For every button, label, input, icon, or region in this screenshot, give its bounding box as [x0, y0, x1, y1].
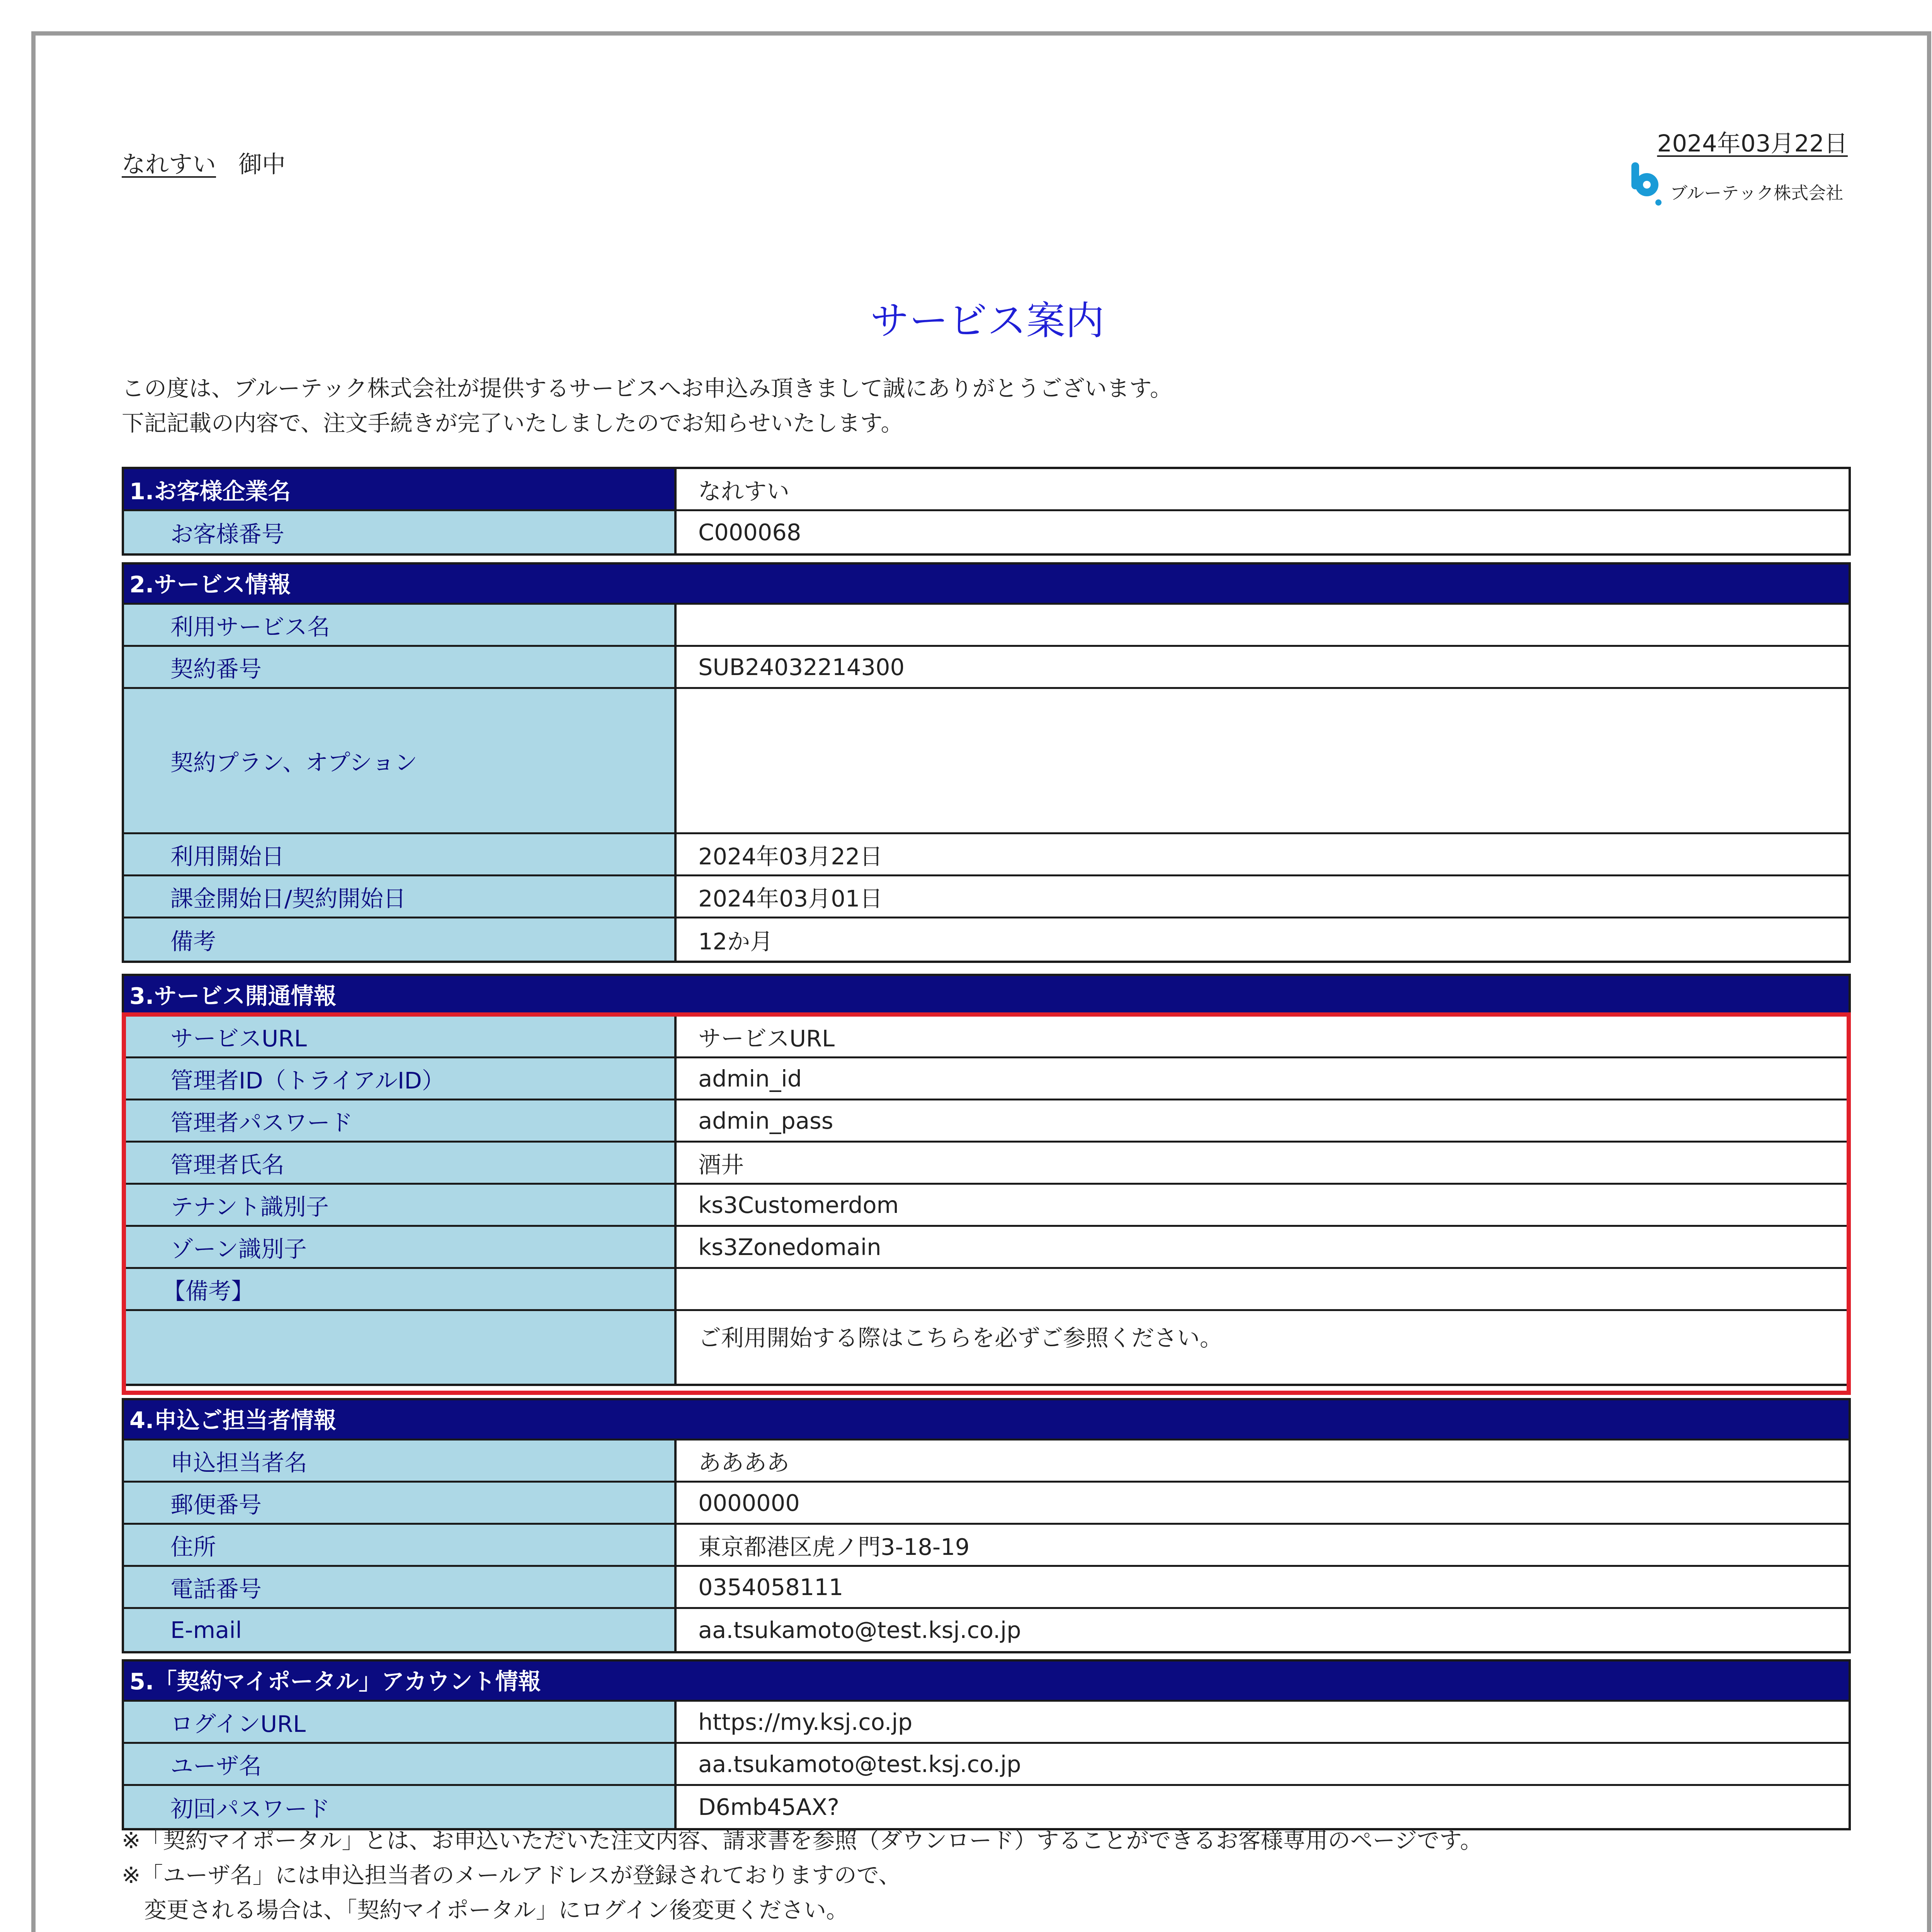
- service-url-label: サービスURL: [124, 1016, 677, 1056]
- table-row: [124, 1143, 1849, 1185]
- zone-id-label: ゾーン識別子: [124, 1227, 677, 1267]
- admin-password-value: admin_pass: [677, 1100, 1849, 1141]
- username-label: ユーザ名: [124, 1744, 677, 1784]
- username-value: aa.tsukamoto@test.ksj.co.jp: [677, 1744, 1849, 1784]
- table-row: [124, 511, 1849, 553]
- section-3-header: 3.サービス開通情報: [124, 976, 1849, 1016]
- table-row: [124, 1525, 1849, 1567]
- addressee-honorific: 御中: [238, 151, 286, 178]
- notes-detail-value: ご利用開始する際はこちらを必ずご参照ください。: [677, 1311, 1849, 1384]
- table-row: [124, 647, 1849, 689]
- address-value: 東京都港区虎ノ門3-18-19: [677, 1525, 1849, 1565]
- admin-id-label: 管理者ID（トライアルID）: [124, 1058, 677, 1099]
- service-info-table: [122, 562, 1851, 963]
- admin-name-label: 管理者氏名: [124, 1143, 677, 1183]
- issue-date: 2024年03月22日: [1657, 130, 1848, 157]
- service-name-value: [677, 605, 1849, 645]
- section-2-header: 2.サービス情報: [124, 565, 1849, 605]
- section-5-header: 5.「契約マイポータル」アカウント情報: [124, 1662, 1849, 1702]
- email-value: aa.tsukamoto@test.ksj.co.jp: [677, 1609, 1849, 1651]
- contract-number-label: 契約番号: [124, 647, 677, 687]
- remarks-label: 備考: [124, 918, 677, 961]
- table-row: [124, 689, 1849, 834]
- zone-id-value: ks3Zonedomain: [677, 1227, 1849, 1267]
- table-row: [124, 1609, 1849, 1651]
- admin-id-value: admin_id: [677, 1058, 1849, 1099]
- table-row: [124, 834, 1849, 876]
- address-label: 住所: [124, 1525, 677, 1565]
- postal-code-value: 0000000: [677, 1483, 1849, 1523]
- company-name-value: なれすい: [677, 469, 1849, 509]
- contract-number-value: SUB24032214300: [677, 647, 1849, 687]
- notes-bracket-value: [677, 1269, 1849, 1309]
- table-row: [124, 1786, 1849, 1828]
- service-name-label: 利用サービス名: [124, 605, 677, 645]
- bluetec-logo-icon: [1630, 162, 1662, 209]
- section-1-header: 1.お客様企業名: [124, 469, 677, 509]
- billing-start-label: 課金開始日/契約開始日: [124, 876, 677, 917]
- postal-code-label: 郵便番号: [124, 1483, 677, 1523]
- service-activation-table: [122, 974, 1851, 1386]
- plan-options-label: 契約プラン、オプション: [124, 689, 677, 832]
- usage-start-label: 利用開始日: [124, 834, 677, 874]
- phone-label: 電話番号: [124, 1567, 677, 1607]
- table-row: [124, 1269, 1849, 1311]
- table-row: [124, 1744, 1849, 1786]
- table-row: [124, 605, 1849, 647]
- table-row: [124, 1311, 1849, 1384]
- addressee: [122, 146, 286, 183]
- admin-name-value: 酒井: [677, 1143, 1849, 1183]
- remarks-value: 12か月: [677, 918, 1849, 961]
- note-line-2: ※「ユーザ名」には申込担当者のメールアドレスが登録されておりますので、: [122, 1862, 901, 1888]
- note-line-3: 変更される場合は、「契約マイポータル」にログイン後変更ください。: [122, 1897, 849, 1923]
- table-row: [124, 1440, 1849, 1483]
- notes-detail-label: [124, 1311, 677, 1384]
- applicant-name-label: 申込担当者名: [124, 1440, 677, 1481]
- note-line-4: [122, 1927, 1461, 1932]
- billing-start-value: 2024年03月01日: [677, 876, 1849, 917]
- table-row: [124, 1483, 1849, 1525]
- note-line-1: ※「契約マイポータル」とは、お申込いただいた注文内容、請求書を参照（ダウンロード）することができるお客様専用のページです。: [122, 1827, 1483, 1854]
- table-row: [124, 1100, 1849, 1143]
- issuer-logo: [1630, 162, 1843, 209]
- section-4-header: 4.申込ご担当者情報: [124, 1400, 1849, 1440]
- table-row: [124, 1702, 1849, 1744]
- customer-number-value: C000068: [677, 511, 1849, 553]
- customer-number-label: お客様番号: [124, 511, 677, 553]
- page-title: サービス案内: [870, 298, 1104, 344]
- portal-account-table: [122, 1659, 1851, 1830]
- applicant-info-table: [122, 1398, 1851, 1653]
- service-url-value: サービスURL: [677, 1016, 1849, 1056]
- table-row: [124, 1185, 1849, 1227]
- email-label: E-mail: [124, 1609, 677, 1651]
- initial-password-value: D6mb45AX?: [677, 1786, 1849, 1828]
- table-row: [124, 469, 1849, 511]
- plan-options-value: [677, 689, 1849, 832]
- table-row: [124, 918, 1849, 961]
- usage-start-value: 2024年03月22日: [677, 834, 1849, 874]
- customer-company-table: [122, 467, 1851, 556]
- table-row: [124, 876, 1849, 918]
- applicant-name-value: ああああ: [677, 1440, 1849, 1481]
- issuer-name: ブルーテック株式会社: [1670, 182, 1844, 203]
- initial-password-label: 初回パスワード: [124, 1786, 677, 1828]
- notes-bracket-label: 【備考】: [124, 1269, 677, 1309]
- login-url-value: https://my.ksj.co.jp: [677, 1702, 1849, 1742]
- tenant-id-value: ks3Customerdom: [677, 1185, 1849, 1225]
- addressee-company: なれすい: [122, 151, 216, 178]
- admin-password-label: 管理者パスワード: [124, 1100, 677, 1141]
- table-row: [124, 1227, 1849, 1269]
- tenant-id-label: テナント識別子: [124, 1185, 677, 1225]
- table-row: [124, 1567, 1849, 1609]
- phone-value: 0354058111: [677, 1567, 1849, 1607]
- intro-line-2: 下記記載の内容で、注文手続きが完了いたしましたのでお知らせいたします。: [122, 410, 903, 436]
- table-row: [124, 1058, 1849, 1100]
- intro-line-1: この度は、ブルーテック株式会社が提供するサービスへお申込み頂きまして誠にありがとうございます。: [122, 375, 1173, 401]
- table-row: [124, 1016, 1849, 1058]
- login-url-label: ログインURL: [124, 1702, 677, 1742]
